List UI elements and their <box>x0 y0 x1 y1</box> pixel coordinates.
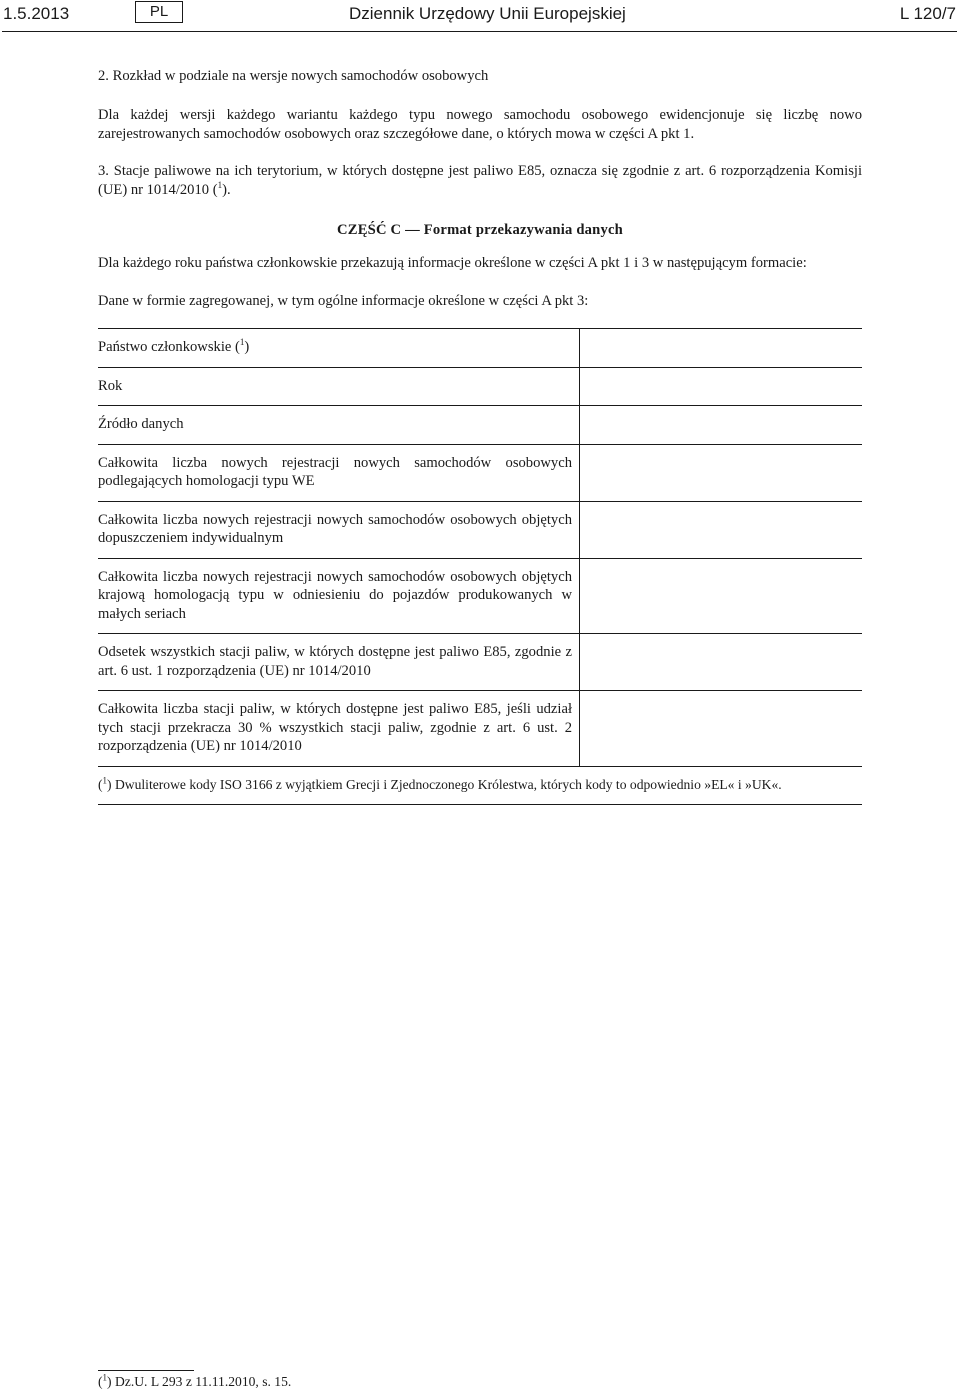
table-row-label: Całkowita liczba stacji paliw, w których dostępne jest paliwo E85, jeśli udział tych stacji przekracza 30 % wszystkich stacji paliw, zgodnie z art. 6 ust. 2 rozporządzenia (UE) nr 1014/2010 <box>98 691 580 767</box>
table-row-value <box>580 691 863 767</box>
page-header <box>0 0 960 34</box>
part-c-intro: Dla każdego roku państwa członkowskie przekazują informacje określone w części A pkt 1 i 3 w następującym formacie: <box>98 255 807 271</box>
table-row-label: Źródło danych <box>98 406 580 445</box>
language-badge: PL <box>135 1 183 23</box>
part-c-heading: CZĘŚĆ C — Format przekazywania danych <box>337 222 623 238</box>
footnote-divider <box>98 1370 194 1371</box>
data-format-table <box>98 328 862 805</box>
publication-date: 1.5.2013 <box>3 4 70 23</box>
table-row <box>98 367 862 406</box>
table-row <box>98 501 862 558</box>
page-number: L 120/7 <box>899 4 956 23</box>
table-row-label <box>98 329 580 368</box>
table-row-label: Całkowita liczba nowych rejestracji nowych samochodów osobowych objętych krajową homologacją typu w odniesieniu do pojazdów produkowanych w małych seriach <box>98 558 580 634</box>
footnote-reference: 1 <box>217 179 223 190</box>
member-state-label: Państwo członkowskie ( <box>98 339 240 355</box>
table-row <box>98 634 862 691</box>
table-row <box>98 329 862 368</box>
table-note: ($^1$) Dwuliterowe kody ISO 3166 z wyjątkiem Grecji i Zjednoczonego Królestwa, których kody to odpowiednio »EL« i »UK«. <box>98 766 862 805</box>
journal-title: Dziennik Urzędowy Unii Europejskiej <box>349 4 626 23</box>
table-note-text: Dwuliterowe kody ISO 3166 z wyjątkiem Grecji i Zjednoczonego Królestwa, których kody to odpowiednio »EL« i »UK«. <box>114 776 782 792</box>
member-state-label-tail: ) <box>244 339 250 355</box>
section-3-tail: ). <box>222 181 231 198</box>
header-divider <box>2 31 957 32</box>
table-row <box>98 444 862 501</box>
table-row <box>98 406 862 445</box>
footnote-reference: 1 <box>102 774 108 785</box>
section-3-body: 3. Stacje paliwowe na ich terytorium, w których dostępne jest paliwo E85, oznacza się zgodnie z art. 6 rozporządzenia Komisji (UE) nr 1014/2010 ( <box>98 163 862 198</box>
table-row-value <box>580 444 863 501</box>
section-2-body: Dla każdej wersji każdego wariantu każdego typu nowego samochodu osobowego ewidencjonuje się liczbę nowo zarejestrowanych samochodów osobowych oraz szczegółowe dane, o których mowa w części A pkt 1. <box>98 107 862 142</box>
table-row-value <box>580 634 863 691</box>
table-row-value <box>580 329 863 368</box>
table-row-label: Całkowita liczba nowych rejestracji nowych samochodów osobowych podlegających homologacji typu WE <box>98 444 580 501</box>
page-footnote: ($^1$) Dz.U. L 293 z 11.11.2010, s. 15. <box>98 1372 292 1389</box>
table-row-value <box>580 558 863 634</box>
table-row-value <box>580 501 863 558</box>
table-row-label: Całkowita liczba nowych rejestracji nowych samochodów osobowych objętych dopuszczeniem indywidualnym <box>98 501 580 558</box>
section-3-text <box>98 162 862 199</box>
table-row-value <box>580 367 863 406</box>
table-row <box>98 558 862 634</box>
section-2-title: 2. Rozkład w podziale na wersje nowych samochodów osobowych <box>98 68 489 84</box>
table-note-row <box>98 766 862 805</box>
footnote-text: Dz.U. L 293 z 11.11.2010, s. 15. <box>114 1374 292 1389</box>
table-row <box>98 691 862 767</box>
table-row-label: Odsetek wszystkich stacji paliw, w których dostępne jest paliwo E85, zgodnie z art. 6 ust. 1 rozporządzenia (UE) nr 1014/2010 <box>98 634 580 691</box>
footnote-reference: 1 <box>239 337 245 348</box>
footnote-number: 1 <box>102 1372 108 1383</box>
table-row-value <box>580 406 863 445</box>
table-row-label: Rok <box>98 367 580 406</box>
table-intro: Dane w formie zagregowanej, w tym ogólne informacje określone w części A pkt 3: <box>98 293 589 309</box>
